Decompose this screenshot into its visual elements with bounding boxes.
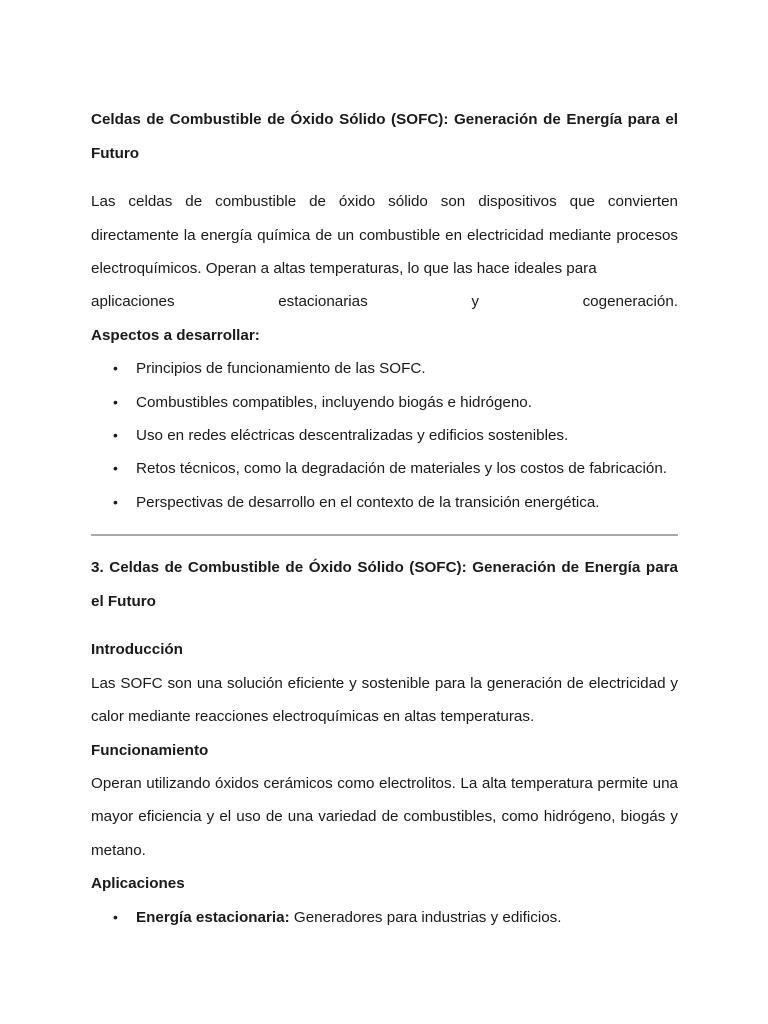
bullet-icon: • (113, 393, 118, 410)
bullet-icon: • (113, 493, 118, 510)
section1-intro-text: Las celdas de combustible de óxido sólido son dispositivos que convierten directamente la energía química de un combustible en electricidad mediante procesos electroquímicos. Operan a altas temperaturas, lo que las hace ideales para (91, 193, 678, 277)
bullet-icon: • (113, 460, 118, 477)
application-label: Energía estacionaria: (136, 908, 290, 926)
section2-title: 3. Celdas de Combustible de Óxido Sólido (SOFC): Generación de Energía para el Futuro (91, 559, 678, 610)
operation-heading: Funcionamiento (91, 741, 209, 759)
section1-intro-last-line: aplicaciones estacionarias y cogeneración. (91, 293, 678, 311)
bullet-icon: • (113, 360, 118, 377)
document-page (91, 88, 678, 934)
list-item: • Combustibles compatibles, incluyendo biogás e hidrógeno. (91, 386, 678, 419)
aspects-list (91, 352, 678, 519)
applications-list (91, 901, 678, 934)
bullet-icon: • (113, 908, 118, 925)
application-text: Generadores para industrias y edificios. (293, 908, 562, 926)
list-item: • Uso en redes eléctricas descentralizadas y edificios sostenibles. (91, 419, 678, 452)
list-item: • Retos técnicos, como la degradación de materiales y los costos de fabricación. (91, 452, 678, 485)
introduction-heading: Introducción (91, 641, 183, 659)
section1-intro-paragraph (91, 185, 678, 319)
list-item: • Principios de funcionamiento de las SOFC. (91, 352, 678, 385)
section-divider (91, 534, 678, 536)
applications-heading: Aplicaciones (91, 875, 185, 893)
aspects-heading: Aspectos a desarrollar: (91, 326, 260, 344)
bullet-icon: • (113, 427, 118, 444)
list-item (91, 901, 678, 934)
list-item: • Perspectivas de desarrollo en el contexto de la transición energética. (91, 486, 678, 519)
operation-text: Operan utilizando óxidos cerámicos como electrolitos. La alta temperatura permite una mayor eficiencia y el uso de una variedad de combustibles, como hidrógeno, biogás y metano. (91, 775, 678, 859)
section1-title: Celdas de Combustible de Óxido Sólido (SOFC): Generación de Energía para el Futuro (91, 111, 678, 162)
introduction-text: Las SOFC son una solución eficiente y sostenible para la generación de electricidad y calor mediante reacciones electroquímicas en altas temperaturas. (91, 674, 678, 726)
